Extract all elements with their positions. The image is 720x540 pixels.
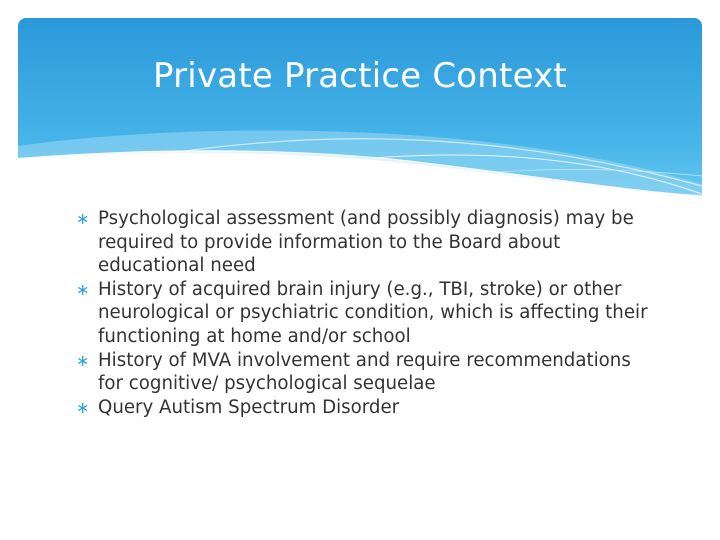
list-item [76,349,656,396]
bullet-list [76,207,656,419]
asterisk-bullet-icon: ∗ [76,397,90,417]
list-item [76,207,656,278]
slide-title: Private Practice Context [153,56,567,96]
bullet-text: History of MVA involvement and require recommendations for cognitive/ psychological sequelae [98,349,631,395]
asterisk-bullet-icon: ∗ [76,279,90,299]
list-item [76,278,656,349]
bullet-text: History of acquired brain injury (e.g., TBI, stroke) or other neurological or psychiatric condition, which is affecting their functioning at home and/or school [98,278,648,347]
bullet-text: Query Autism Spectrum Disorder [98,396,400,418]
asterisk-bullet-icon: ∗ [76,350,90,370]
banner-background [18,18,702,196]
asterisk-bullet-icon: ∗ [76,209,90,228]
list-item [76,396,656,420]
bullet-text: Psychological assessment (and possibly diagnosis) may be required to provide information to the Board about educational need [98,208,634,277]
title-banner [18,18,702,196]
